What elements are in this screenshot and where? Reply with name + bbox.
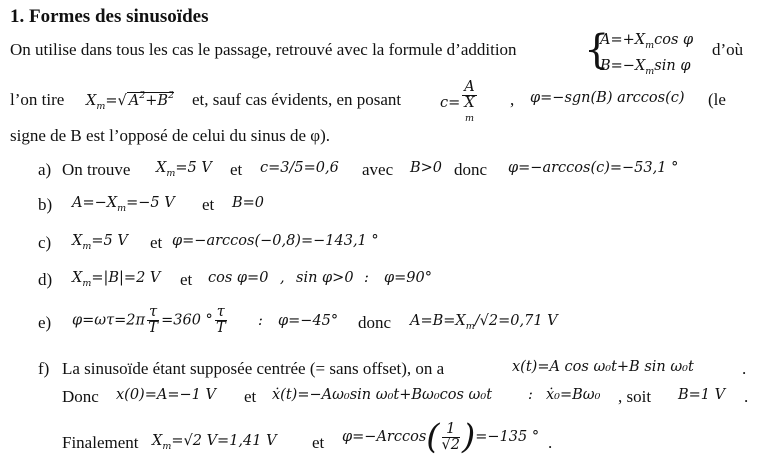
intro-line-2-mid: et, sauf cas évidents, en posant — [192, 90, 402, 109]
system-brace: { — [584, 27, 610, 73]
system-eq-a: A=+X — [600, 32, 646, 48]
item-f-line-3-math-1: $X_m=√2$ V=1,41 V — [152, 433, 277, 452]
item-f-line-2-colon: : — [528, 387, 533, 403]
item-f-line-3-end: . — [548, 433, 553, 452]
c-definition: c= A X m — [440, 79, 475, 124]
item-f-line-1-math: x(t)=A cos ω₀t+B sin ω₀t — [512, 359, 694, 375]
item-a-text-2: et — [230, 160, 243, 179]
item-d-math-2: cos φ=0 — [208, 270, 269, 286]
item-e-math-5: $A=B=X_m/√2=0,71$ V — [410, 313, 558, 332]
item-label-f: f) — [38, 359, 50, 378]
intro-line-1: On utilise dans tous les cas le passage, retrouvé avec la formule d’addition — [10, 40, 517, 59]
item-f-line-2-math-4: B=1 V — [678, 387, 726, 403]
item-f-line-2-math-2: ẋ(t)=−Aω₀sin ω₀t+Bω₀cos ω₀t — [272, 387, 493, 403]
item-d-math-1: $X_m=|B|=2$ V — [72, 270, 161, 289]
item-b-math-2: B=0 — [232, 195, 265, 211]
item-label-a: a) — [38, 160, 52, 179]
item-c-math-2: φ=−arccos(−0,8)=−143,1 ° — [172, 233, 379, 249]
item-d-colon: : — [364, 270, 369, 286]
item-f-line-2-math-1: x(0)=A=−1 V — [116, 387, 216, 403]
item-f-line-1-text: La sinusoïde étant supposée centrée (= sans offset), on a — [62, 359, 445, 378]
item-f-line-2-text: Donc — [62, 387, 99, 406]
item-label-d: d) — [38, 270, 53, 289]
item-f-line-1-end: . — [742, 359, 747, 378]
item-f-line-2-et: et — [244, 387, 257, 406]
section-heading: 1. Formes des sinusoïdes — [10, 6, 209, 27]
item-label-c: c) — [38, 233, 52, 252]
item-c-math-1: $X_m=5$ V — [72, 233, 128, 252]
item-d-text-2: et — [180, 270, 193, 289]
item-d-math-6: φ=90° — [384, 270, 433, 286]
item-a-math-2: c=3/5=0,6 — [260, 160, 339, 176]
item-f-line-2-end: . — [744, 387, 749, 406]
item-a-math-1: $X_m=5$ V — [156, 160, 212, 179]
item-a-math-3: B>0 — [410, 160, 443, 176]
formula-system: $A=+X_m\cos$ φ $B=-X_m\sin$ φ — [600, 32, 694, 77]
item-e-text-5: donc — [358, 313, 392, 332]
item-a-text-3: avec — [362, 160, 394, 179]
item-e-math-4: φ=−45° — [278, 313, 339, 329]
item-b-text-2: et — [202, 195, 215, 214]
item-f-line-3-et: et — [312, 433, 325, 452]
item-label-b: b) — [38, 195, 53, 214]
item-a-text-1: On trouve — [62, 160, 131, 179]
item-a-math-4: φ=−arccos(c)=−53,1 ° — [508, 160, 679, 176]
item-e-math-1: φ=ωτ=2π $\frac{\tau}{T}$ =360 ° $\frac{\tau}{T}$ — [72, 304, 226, 336]
item-d-comma: , — [280, 270, 285, 286]
phi-definition: φ=−sgn(B) arccos(c) — [530, 90, 685, 106]
comma: , — [510, 90, 515, 109]
item-label-e: e) — [38, 313, 52, 332]
item-f-line-3-math-2: φ=−Arccos( $\frac{1}{√2}$ )=−135 ° — [342, 417, 540, 457]
system-eq-b: B=−X — [600, 58, 646, 74]
item-e-colon: : — [258, 313, 263, 329]
le-text: (le — [708, 90, 726, 109]
item-b-math-1: $A=-X_m=-5$ V — [72, 195, 175, 214]
intro-line-2-pre: l’on tire — [10, 90, 65, 109]
xm-formula: $X_m=√$ $A^2+B^2$ — [86, 90, 175, 112]
item-c-text-2: et — [150, 233, 163, 252]
item-a-text-4: donc — [454, 160, 488, 179]
item-f-line-2-math-3: ẋ₀=Bω₀ — [546, 387, 601, 403]
item-f-line-3-text: Finalement — [62, 433, 139, 452]
item-d-math-4: sin φ>0 — [296, 270, 354, 286]
intro-line-3: signe de B est l’opposé de celui du sinus de φ). — [10, 126, 331, 145]
item-f-line-2-soit: , soit — [618, 387, 652, 406]
dou-text: d’où — [712, 40, 744, 59]
